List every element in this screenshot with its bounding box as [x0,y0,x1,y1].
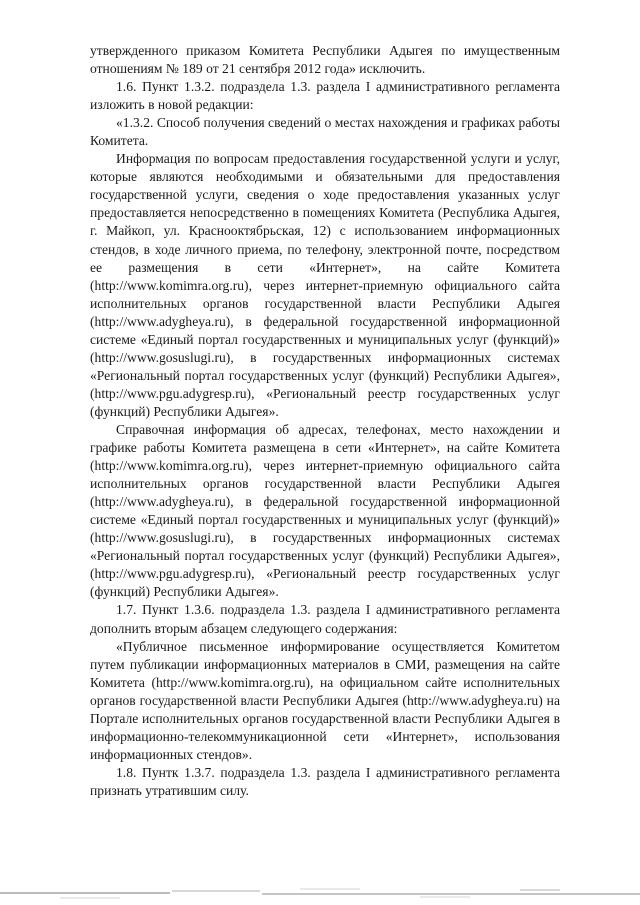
paragraph-item-1-8: 1.8. Пунтк 1.3.7. подраздела 1.3. раздела I административного регламента признать утратившим силу. [90,764,560,798]
paragraph-reference-information: Справочная информация об адресах, телефонах, место нахождении и графике работы Комитета размещена в сети «Интернет», на сайте Комитета (http://www.komimra.org.ru), через интернет-приемную официального сайта исполнительных органов государственной власти Республики Адыгея (http://www.adygheya.ru), в федеральной государственной информационной системе «Единый портал государственных и муниципальных услуг (функций)» (http://www.gosuslugi.ru), в государственных информационных системах «Региональный портал государственных услуг (функций) Республики Адыгея», (http://www.pgu.adygresp.ru), «Региональный реестр государственных услуг (функций) Республики Адыгея». [90,421,560,600]
paragraph-exclusion-clause: утвержденного приказом Комитета Республики Адыгея по имущественным отношениям № 189 от 21 сентября 2012 года» исключить. [90,43,560,77]
paragraph-service-information: Информация по вопросам предоставления государственной услуги и услуг, которые являются необходимыми и обязательными для предоставления государственной услуги, сведения о ходе предоставления указанных услуг предоставляется непосредственно в помещениях Комитета (Республика Адыгея, г. Майкоп, ул. Краснооктябрьская, 12) с использованием информационных стендов, в ходе личного приема, по телефону, электронной почте, посредством ее размещения в сети «Интернет», на сайте Комитета (http://www.komimra.org.ru), через интернет-приемную официального сайта исполнительных органов государственной власти Республики Адыгея (http://www.adygheya.ru), в федеральной государственной информационной системе «Единый портал государственных и муниципальных услуг (функций)» (http://www.gosuslugi.ru), в государственных информационных системах «Региональный портал государственных услуг (функций) Республики Адыгея», (http://www.pgu.adygresp.ru), «Региональный реестр государственных услуг (функций) Республики Адыгея». [90,151,560,419]
scan-bottom-artifact [0,884,640,905]
paragraph-item-1-6: 1.6. Пункт 1.3.2. подраздела 1.3. раздела I административного регламента изложить в новой редакции: [90,79,560,113]
document-page [90,42,560,800]
paragraph-clause-1-3-2-heading: «1.3.2. Способ получения сведений о местах нахождения и графиках работы Комитета. [90,115,560,149]
paragraph-public-written-informing: «Публичное письменное информирование осуществляется Комитетом путем публикации информационных материалов в СМИ, размещения на сайте Комитета (http://www.komimra.org.ru), на официальном сайте исполнительных органов государственной власти Республики Адыгея (http://www.adygheya.ru) на Портале исполнительных органов государственной власти Республики Адыгея в информационно-телекоммуникационной сети «Интернет», использования информационных стендов». [90,638,560,762]
paragraph-item-1-7: 1.7. Пункт 1.3.6. подраздела 1.3. раздела I административного регламента дополнить вторым абзацем следующего содержания: [90,602,560,636]
